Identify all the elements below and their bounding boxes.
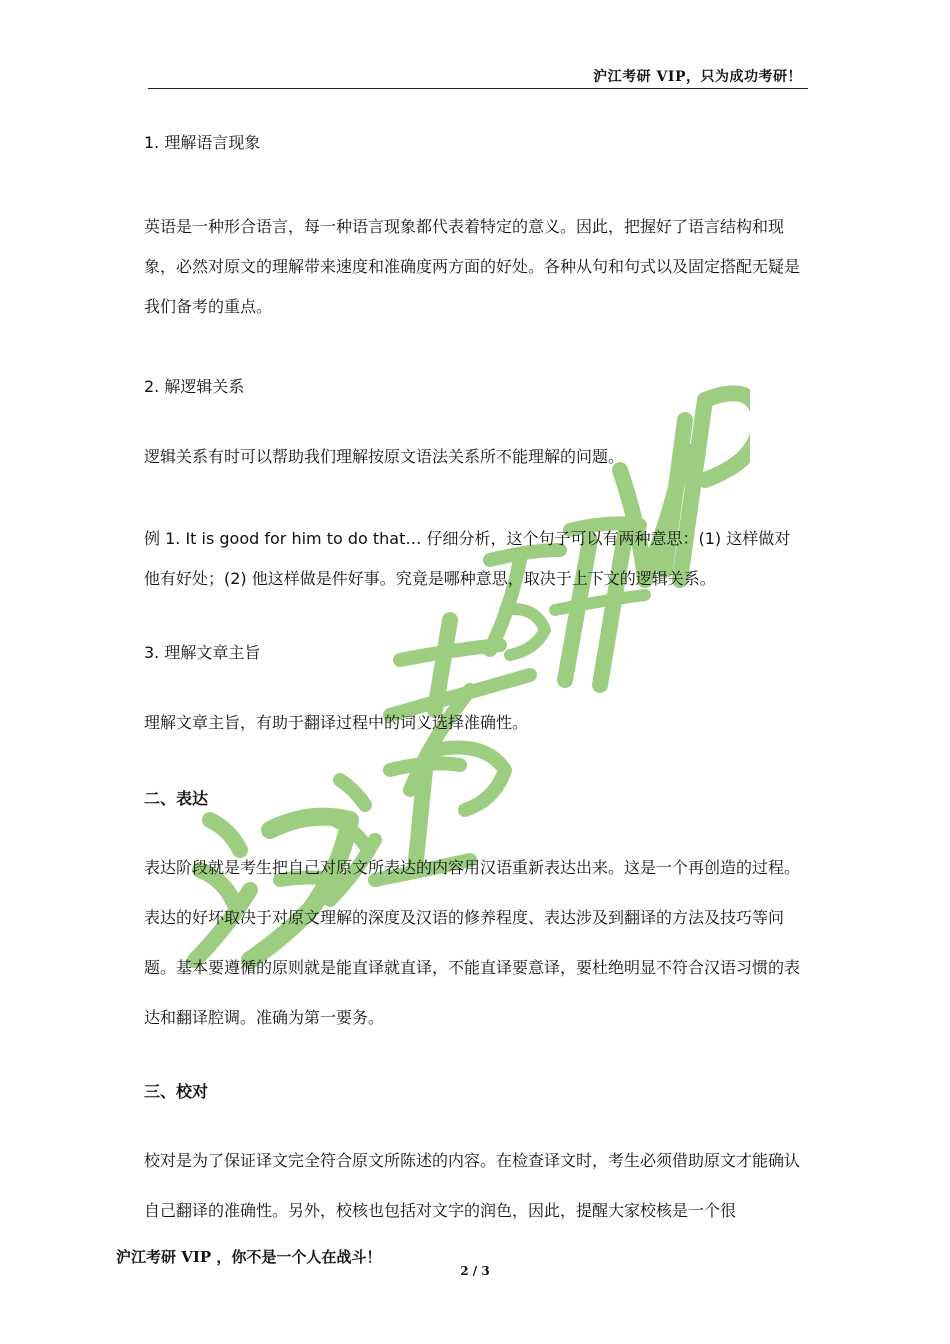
section-3-heading: 3. 理解文章主旨: [144, 643, 261, 662]
footer-slogan: 沪江考研 VIP ，你不是一个人在战斗！: [116, 1248, 382, 1266]
section-2-body: 逻辑关系有时可以帮助我们理解按原文语法关系所不能理解的问题。: [144, 447, 625, 466]
part-2-heading: 二、表达: [144, 789, 209, 808]
section-2-example: 例 1. It is good for him to do that… 仔细分析，这个句子可以有两种意思：(1) 这样做对他有好处；(2) 他这样做是件好事。究竟是哪种意思，取决于上下文的逻辑关系。: [144, 529, 791, 588]
header-rule: [148, 88, 808, 89]
part-3-heading: 三、校对: [144, 1082, 209, 1101]
part-3-body: 校对是为了保证译文完全符合原文所陈述的内容。在检查译文时，考生必须借助原文才能确认自己翻译的准确性。另外，校核也包括对文字的润色，因此，提醒大家校核是一个很: [144, 1151, 801, 1220]
page-header-text: 沪江考研 VIP，只为成功考研！: [593, 69, 802, 85]
section-1-heading: 1. 理解语言现象: [144, 133, 261, 152]
section-3-body: 理解文章主旨，有助于翻译过程中的词义选择准确性。: [144, 713, 529, 732]
page-number: 2 / 3: [460, 1264, 490, 1278]
section-2-heading: 2. 解逻辑关系: [144, 377, 245, 396]
section-1-body: 英语是一种形合语言，每一种语言现象都代表着特定的意义。因此，把握好了语言结构和现象，必然对原文的理解带来速度和准确度两方面的好处。各种从句和句式以及固定搭配无疑是我们备考的重点。: [144, 217, 801, 316]
part-2-body: 表达阶段就是考生把自己对原文所表达的内容用汉语重新表达出来。这是一个再创造的过程。表达的好坏取决于对原文理解的深度及汉语的修养程度、表达涉及到翻译的方法及技巧等问题。基本要遵循的原则就是能直译就直译，不能直译要意译，要杜绝明显不符合汉语习惯的表达和翻译腔调。准确为第一要务。: [144, 858, 801, 1027]
